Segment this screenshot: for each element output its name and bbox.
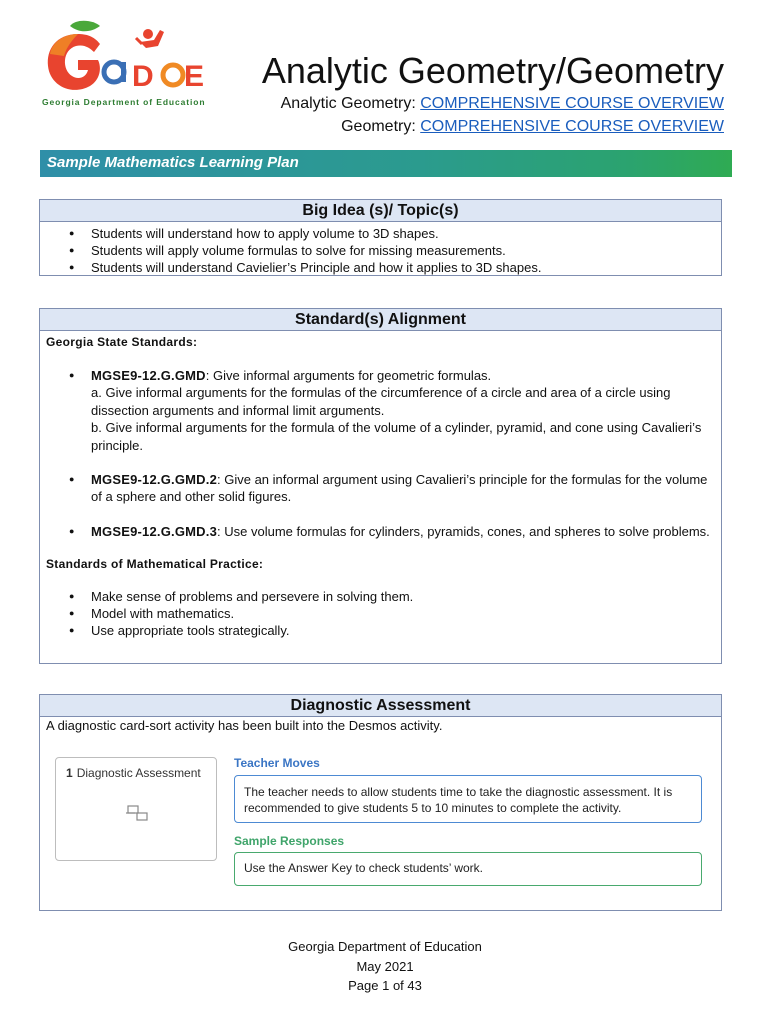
card-title [66,766,201,780]
sample-responses-box: Use the Answer Key to check students’ work. [234,852,702,886]
big-idea-list [40,222,721,276]
page-number: Page 1 of 43 [348,978,422,993]
big-idea-header: Big Idea (s)/ Topic(s) [40,200,721,222]
geometry-line [341,118,724,136]
list-item: ● Students will understand how to apply volume to 3D shapes. [40,225,721,242]
banner-text: Sample Mathematics Learning Plan [47,154,299,171]
sample-responses-label: Sample Responses [234,834,345,848]
standard-part-b: b. Give informal arguments for the formula of the volume of a cylinder, pyramid, and cone using Cavalieri’s principle. [91,420,702,453]
card-sort-icon [126,803,150,823]
list-item: ● Use appropriate tools strategically. [40,622,721,639]
standard-code: MGSE9-12.G.GMD.3 [91,523,218,539]
diagnostic-section [39,694,722,911]
list-item [40,523,721,540]
logo-tagline: Georgia Department of Education [42,97,206,107]
list-item: ● Make sense of problems and persevere in solving them. [40,588,721,605]
standard-code: MGSE9-12.G.GMD [91,368,206,383]
svg-text:D: D [132,60,154,93]
big-idea-section [39,199,722,276]
teacher-moves-label: Teacher Moves [234,756,320,770]
state-standards-list [40,367,721,540]
standard-part-a: a. Give informal arguments for the formulas of the circumference of a circle and area of a circle using dissection arguments and informal limit arguments. [91,385,671,418]
page-footer [0,937,770,996]
standard-text: : Give informal arguments for geometric formulas. [205,368,492,383]
geometry-course-overview-link[interactable]: COMPREHENSIVE COURSE OVERVIEW [420,118,724,135]
diagnostic-header: Diagnostic Assessment [40,695,721,717]
analytic-geometry-line [281,95,724,113]
card-number: 1 [66,766,73,780]
diagnostic-intro: A diagnostic card-sort activity has been built into the Desmos activity. [46,718,443,733]
svg-text:E: E [184,60,205,93]
diagnostic-card[interactable] [55,757,217,861]
teacher-moves-box: The teacher needs to allow students time to take the diagnostic assessment. It is recommended to give students 5 to 10 minutes to complete the activity. [234,775,702,823]
learning-plan-banner [40,150,732,177]
gadoe-logo-mark [42,20,210,98]
list-item [40,367,721,454]
list-item: ● Model with mathematics. [40,605,721,622]
geometry-prefix: Geometry: [341,118,421,135]
state-standards-label: Georgia State Standards: [46,335,198,349]
list-item [40,471,721,506]
card-title-text: Diagnostic Assessment [76,766,201,780]
standard-code: MGSE9-12.G.GMD.2 [91,472,218,488]
standard-text: : Give an informal argument using Cavalieri’s principle for the formulas for the volume of a sphere and other solid figures. [91,472,708,505]
standards-section [39,308,722,664]
analytic-course-overview-link[interactable]: COMPREHENSIVE COURSE OVERVIEW [420,95,724,112]
list-item: ● Students will understand Cavielier’s Principle and how it applies to 3D shapes. [40,259,721,276]
gadoe-logo [38,20,210,112]
page-title: Analytic Geometry/Geometry [261,50,724,91]
practice-standards-label: Standards of Mathematical Practice: [46,557,264,572]
footer-date: May 2021 [356,958,414,974]
list-item: ● Students will apply volume formulas to solve for missing measurements. [40,242,721,259]
analytic-geometry-prefix: Analytic Geometry: [280,95,421,112]
standard-text: : Use volume formulas for cylinders, pyramids, cones, and spheres to solve problems. [217,523,710,539]
footer-org: Georgia Department of Education [288,939,482,954]
practice-standards-list [40,588,721,639]
standards-header: Standard(s) Alignment [40,309,721,331]
